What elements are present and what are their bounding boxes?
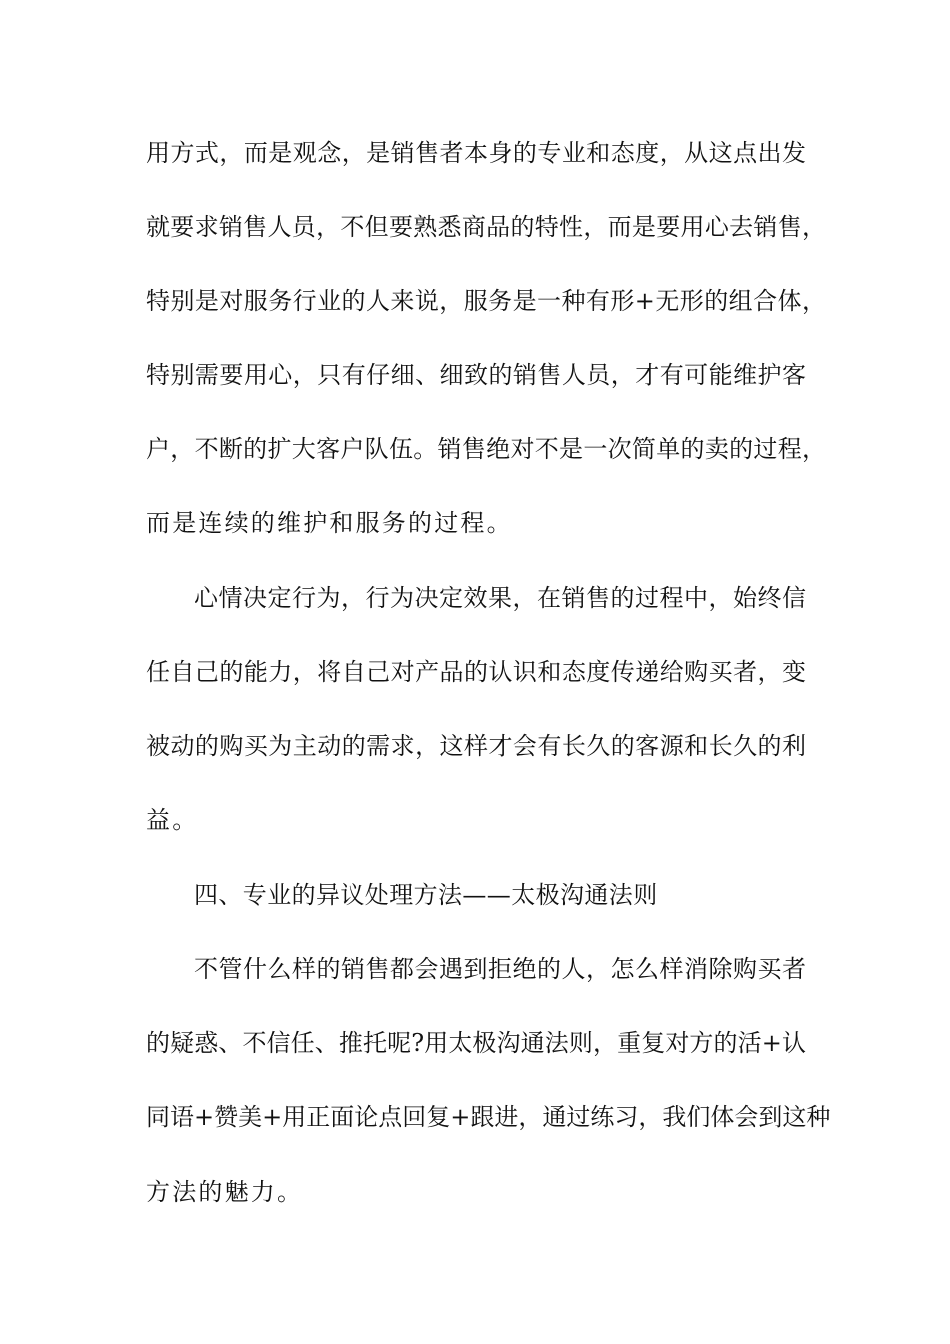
text-line: 同语+赞美+用正面论点回复+跟进，通过练习，我们体会到这种 [146,1103,831,1131]
text-line: 任自己的能力，将自己对产品的认识和态度传递给购买者，变 [146,658,806,686]
text-line: 特别是对服务行业的人来说，服务是一种有形+无形的组合体， [146,287,826,315]
text-line: 特别需要用心，只有仔细、细致的销售人员，才有可能维护客 [146,361,806,389]
text-line: 用方式，而是观念，是销售者本身的专业和态度，从这点出发 [146,139,806,167]
text-line: 益。 [146,806,199,834]
text-line: 就要求销售人员，不但要熟悉商品的特性，而是要用心去销售， [146,213,826,241]
text-line: 不管什么样的销售都会遇到拒绝的人，怎么样消除购买者 [194,955,806,983]
text-line: 而是连续的维护和服务的过程。 [146,509,513,537]
text-line: 户，不断的扩大客户队伍。销售绝对不是一次简单的卖的过程， [146,435,826,463]
text-line: 心情决定行为，行为决定效果，在销售的过程中，始终信 [194,584,806,612]
heading-text: 四、专业的异议处理方法——太极沟通法则 [194,881,658,909]
text-line: 方法的魅力。 [146,1178,304,1206]
text-line: 被动的购买为主动的需求，这样才会有长久的客源和长久的利 [146,732,806,760]
text-line: 的疑惑、不信任、推托呢?用太极沟通法则，重复对方的活+认 [146,1029,806,1057]
